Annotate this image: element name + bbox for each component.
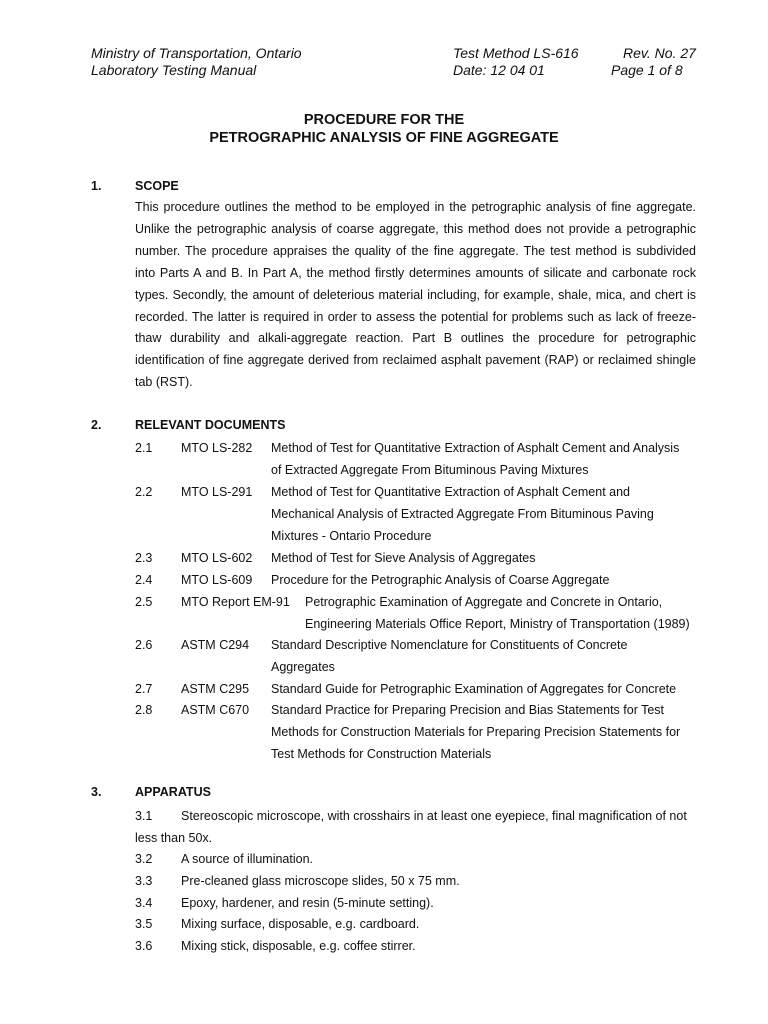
doc-item-number: 2.2 [135, 485, 153, 499]
apparatus-item-number: 3.3 [135, 874, 153, 888]
doc-item-title: Standard Guide for Petrographic Examination of Aggregates for Concrete [271, 682, 677, 696]
doc-item-number: 2.1 [135, 441, 153, 455]
apparatus-item-number: 3.4 [135, 896, 153, 910]
section-2-number: 2. [91, 418, 102, 432]
doc-item-reference: MTO LS-291 [181, 485, 253, 499]
section-3-number: 3. [91, 785, 102, 799]
doc-item-title: Standard Practice for Preparing Precision and Bias Statements for Test [271, 703, 665, 717]
doc-item-title: Petrographic Examination of Aggregate and Concrete in Ontario, [305, 595, 663, 609]
section-1-title: SCOPE [135, 179, 179, 193]
apparatus-item-text: Stereoscopic microscope, with crosshairs in at least one eyepiece, final magnification of not [181, 809, 687, 823]
doc-item-title: Mixtures - Ontario Procedure [271, 529, 432, 543]
doc-item-number: 2.8 [135, 703, 153, 717]
doc-item-number: 2.3 [135, 551, 153, 565]
apparatus-item-text: Epoxy, hardener, and resin (5-minute setting). [181, 896, 434, 910]
doc-item-number: 2.6 [135, 638, 153, 652]
header-org: Ministry of Transportation, Ontario [91, 45, 302, 61]
apparatus-item-number: 3.5 [135, 917, 153, 931]
doc-item-title: of Extracted Aggregate From Bituminous Paving Mixtures [271, 463, 589, 477]
header-date: Date: 12 04 01 [453, 62, 545, 78]
section-1-number: 1. [91, 179, 102, 193]
doc-item-number: 2.5 [135, 595, 153, 609]
doc-item-reference: ASTM C294 [181, 638, 250, 652]
section-3-title: APPARATUS [135, 785, 211, 799]
doc-item-reference: ASTM C670 [181, 703, 250, 717]
doc-item-title: Aggregates [271, 660, 335, 674]
apparatus-item-text: Mixing stick, disposable, e.g. coffee stirrer. [181, 939, 416, 953]
doc-item-title: Method of Test for Quantitative Extraction of Asphalt Cement and [271, 485, 630, 499]
title-line-1: PROCEDURE FOR THE [303, 112, 465, 128]
doc-item-reference: MTO LS-282 [181, 441, 253, 455]
doc-item-title: Standard Descriptive Nomenclature for Constituents of Concrete [271, 638, 628, 652]
apparatus-item-text: A source of illumination. [181, 852, 314, 866]
doc-item-title: Engineering Materials Office Report, Ministry of Transportation (1989) [305, 617, 690, 631]
doc-item-title: Methods for Construction Materials for Preparing Precision Statements for [271, 725, 681, 739]
doc-item-number: 2.4 [135, 573, 153, 587]
doc-item-title: Method of Test for Quantitative Extraction of Asphalt Cement and Analysis [271, 441, 680, 455]
apparatus-item-number: 3.6 [135, 939, 153, 953]
doc-item-reference: MTO Report EM-91 [181, 595, 290, 609]
apparatus-item-text: Mixing surface, disposable, e.g. cardboard. [181, 917, 420, 931]
header-manual: Laboratory Testing Manual [91, 62, 257, 78]
doc-item-title: Mechanical Analysis of Extracted Aggregate From Bituminous Paving [271, 507, 654, 521]
doc-item-number: 2.7 [135, 682, 153, 696]
apparatus-item-text: Pre-cleaned glass microscope slides, 50 x 75 mm. [181, 874, 460, 888]
apparatus-item-number: 3.2 [135, 852, 153, 866]
apparatus-item-number: 3.1 [135, 809, 153, 823]
section-2-title: RELEVANT DOCUMENTS [135, 418, 286, 432]
doc-item-title: Procedure for the Petrographic Analysis of Coarse Aggregate [271, 573, 610, 587]
doc-item-title: Test Methods for Construction Materials [271, 747, 492, 761]
doc-item-reference: MTO LS-602 [181, 551, 253, 565]
apparatus-item-text: less than 50x. [135, 831, 213, 845]
header-page: Page 1 of 8 [611, 62, 683, 78]
doc-item-title: Method of Test for Sieve Analysis of Aggregates [271, 551, 536, 565]
title-line-2: PETROGRAPHIC ANALYSIS OF FINE AGGREGATE [209, 130, 559, 146]
scope-paragraph: This procedure outlines the method to be employed in the petrographic analysis of fine aggregate. Unlike the petrographic analysis of coarse aggregate, this method does not provide a petrographic number. The procedure appraises the quality of the fine aggregate. The test method is subdivided into Parts A and B. In Part A, the method firstly determines amounts of silicate and carbonate rock types. Secondly, the amount of deleterious material including, for example, shale, mica, and chert is recorded. The latter is required in order to assess the potential for problems such as lack of freeze-thaw durability and alkali-aggregate reaction. Part B outlines the procedure for petrographic identification of fine aggregate derived from reclaimed asphalt pavement (RAP) or reclaimed shingle tab (RST). [135, 200, 696, 390]
header-rev: Rev. No. 27 [623, 45, 696, 61]
doc-item-reference: ASTM C295 [181, 682, 250, 696]
header-test-method: Test Method LS-616 [453, 45, 579, 61]
doc-item-reference: MTO LS-609 [181, 573, 253, 587]
